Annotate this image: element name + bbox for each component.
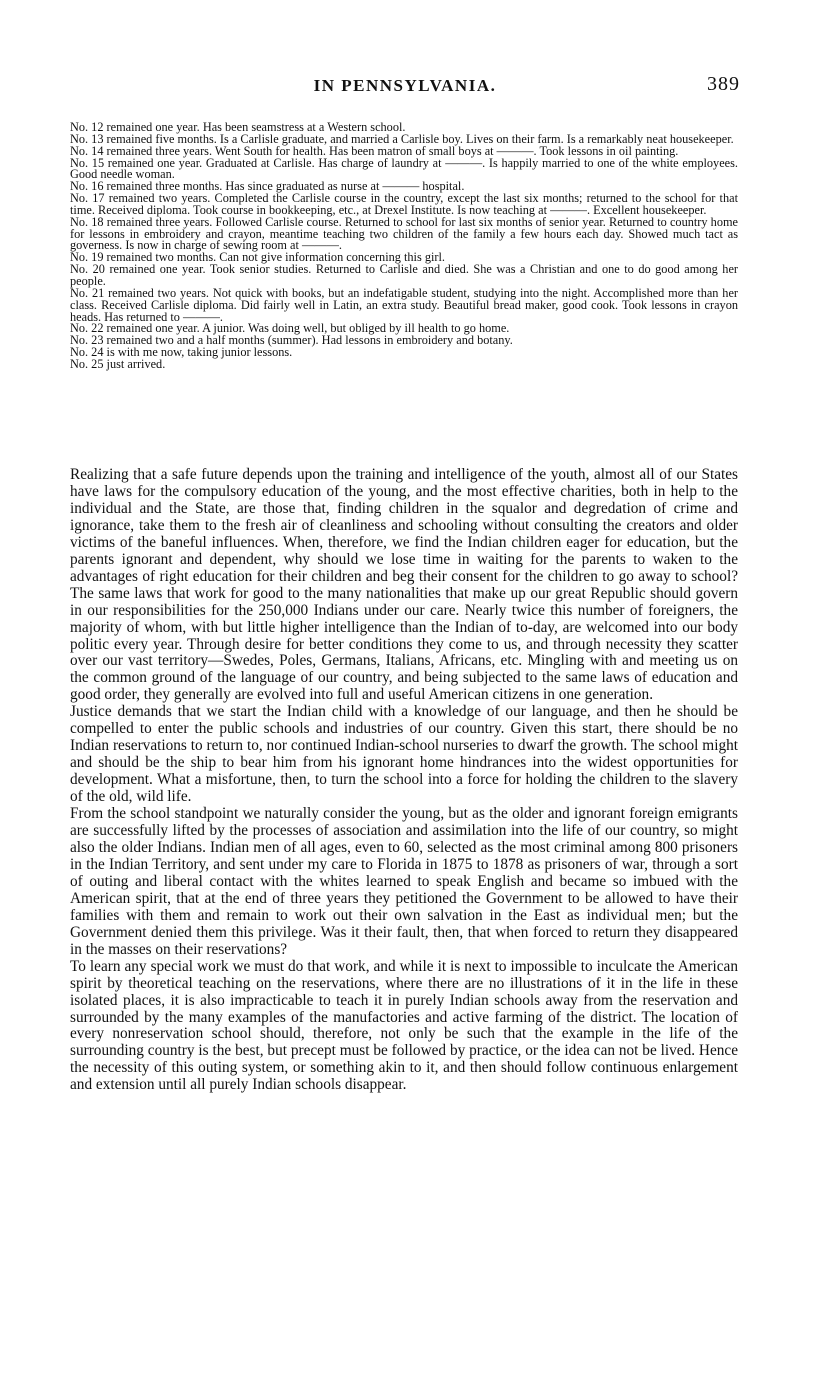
record-entry: No. 23 remained two and a half months (summer). Had lessons in embroidery and botany. xyxy=(70,333,513,348)
body-paragraph: To learn any special work we must do that work, and while it is next to impossible to inculcate the American spirit by theoretical teaching on the reservations, where there are no illustrations of it in the life in these isolated places, it is also impracticable to teach it in purely Indian schools away from the reservation and surrounded by the many examples of the manufactories and active farming of the district. The location of every nonreservation school should, therefore, not only be such that the example in the life of the surrounding country is the best, but precept must be followed by practice, or the idea can not be lived. Hence the necessity of this outing system, or something akin to it, and then should follow continuous enlargement and extension until all purely Indian schools disappear. xyxy=(70,957,738,1094)
record-entry: No. 16 remained three months. Has since graduated as nurse at ——— hospital. xyxy=(70,179,465,194)
student-records-list xyxy=(70,122,738,371)
page-header xyxy=(70,73,740,102)
record-entry: No. 21 remained two years. Not quick with books, but an indefatigable student, studying into the night. Accomplished more than her class. Received Carlisle diploma. Did fairly well in Latin, an extra study. Beautiful bread maker, good cook. Took lessons in crayon heads. Has returned to ———. xyxy=(70,285,738,324)
record-entry: No. 18 remained three years. Followed Carlisle course. Returned to school for last six months of senior year. Returned to country home for lessons in embroidery and crayon, meantime teaching two children of the family a few hours each day. Showed much tact as governess. Is now in charge of sewing room at ———. xyxy=(70,214,738,253)
record-entry: No. 20 remained one year. Took senior studies. Returned to Carlisle and died. She was a Christian and one to do good among her people. xyxy=(70,262,738,288)
body-paragraph: Realizing that a safe future depends upon the training and intelligence of the youth, almost all of our States have laws for the compulsory education of the young, and the most effective charities, both in help to the individual and the State, are those that, finding children in the squalor and degredation of crime and ignorance, take them to the fresh air of cleanliness and schooling without consulting the creators and older victims of the baneful influences. When, therefore, we find the Indian children eager for education, but the parents ignorant and dependent, why should we lose time in waiting for the parents to waken to the advantages of right education for their children and beg their consent for the children to go away to school? The same laws that work for good to the many nationalities that make up our great Republic should govern in our responsibilities for the 250,000 Indians under our care. Nearly twice this number of foreigners, the majority of whom, with but little higher intelligence than the Indian of to-day, are welcomed into our body politic every year. Through desire for better conditions they come to us, and through necessity they scatter over our vast territory—Swedes, Poles, Germans, Italians, Africans, etc. Mingling with and meeting us on the common ground of the language of our country, and being subjected to the same laws of education and good order, they generally are evolved into full and useful American citizens in one generation. xyxy=(70,466,738,704)
record-entry: No. 14 remained three years. Went South for health. Has been matron of small boys at ———. Took lessons in oil painting. xyxy=(70,143,679,158)
record-entry: No. 15 remained one year. Graduated at Carlisle. Has charge of laundry at ———. Is happily married to one of the white employees. Good needle woman. xyxy=(70,155,738,182)
body-paragraph: Justice demands that we start the Indian child with a knowledge of our language, and then he should be compelled to enter the public schools and industries of our country. Given this start, there should be no Indian reservations to return to, nor continued Indian-school nurseries to dwarf the growth. The school might and should be the ship to bear him from his ignorant home hindrances into the widest opportunities for development. What a misfortune, then, to turn the school into a force for holding the children to the slavery of the old, wild life. xyxy=(70,703,738,806)
body-text xyxy=(70,467,738,1094)
running-title: IN PENNSYLVANIA. xyxy=(313,76,497,95)
record-entry: No. 13 remained five months. Is a Carlisle graduate, and married a Carlisle boy. Lives on their farm. Is a remarkably neat housekeeper. xyxy=(70,131,734,146)
record-entry: No. 17 remained two years. Completed the Carlisle course in the country, except the last six months; returned to the school for that time. Received diploma. Took course in bookkeeping, etc., at Drexel Institute. Is now teaching at ———. Excellent housekeeper. xyxy=(70,191,738,217)
record-entry: No. 22 remained one year. A junior. Was doing well, but obliged by ill health to go home. xyxy=(70,321,510,336)
record-entry: No. 25 just arrived. xyxy=(70,356,166,371)
record-entry: No. 12 remained one year. Has been seamstress at a Western school. xyxy=(70,120,406,134)
body-paragraph: From the school standpoint we naturally consider the young, but as the older and ignorant foreign emigrants are successfully lifted by the processes of association and assimilation into the life of our country, so might also the older Indians. Indian men of all ages, even to 60, selected as the most criminal among 800 prisoners in the Indian Territory, and sent under my care to Florida in 1875 to 1878 as prisoners of war, through a sort of outing and liberal contact with the whites learned to speak English and became so imbued with the American spirit, that at the end of three years they petitioned the Government to be allowed to have their families with them and remain to work out their own salvation in the East as individual men; but the Government denied them this privilege. Was it their fault, then, that when forced to return they disappeared in the masses on their reservations? xyxy=(70,805,738,958)
page-number: 389 xyxy=(707,73,740,95)
record-entry: No. 19 remained two months. Can not give information concerning this girl. xyxy=(70,250,445,265)
record-entry: No. 24 is with me now, taking junior lessons. xyxy=(70,345,293,360)
